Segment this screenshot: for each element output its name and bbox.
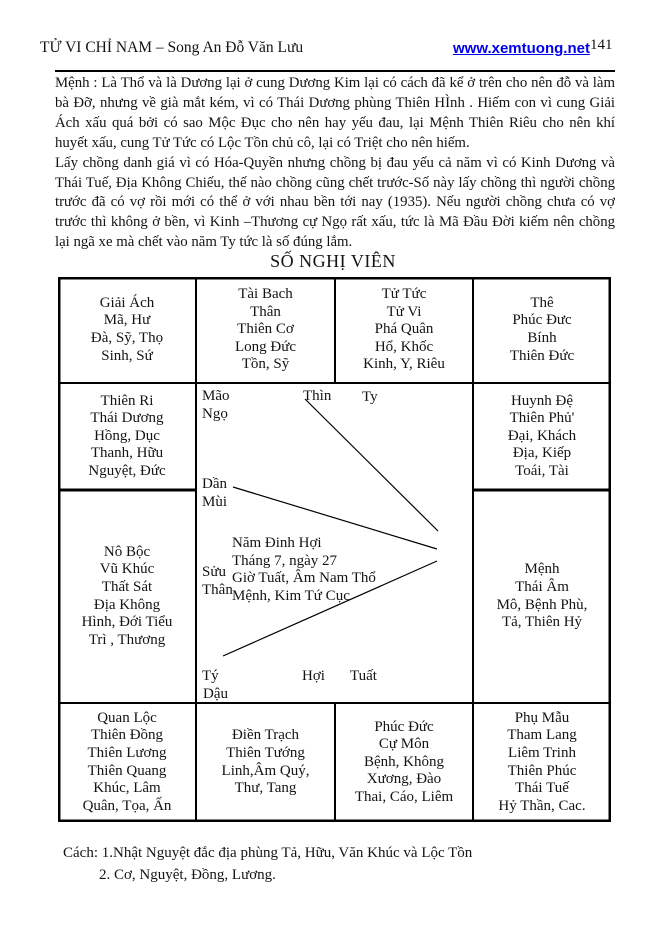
cell-line: Đà, Sỹ, Thọ	[90, 330, 164, 346]
cell-line: Hỷ Thần, Cac.	[498, 797, 586, 814]
cell-line: Khúc, Lâm	[93, 780, 161, 797]
chart-title: SỐ NGHỊ VIÊN	[270, 251, 396, 271]
cell-line: Tháng 7, ngày 27	[232, 552, 337, 569]
birth-info	[232, 535, 376, 605]
branch-label-thin: Thìn	[303, 388, 332, 404]
cell-line: Vũ Khúc	[99, 561, 155, 578]
cell-line: Thái Tuế	[515, 780, 569, 797]
palace-cell-quan-loc	[58, 703, 196, 822]
tuvi-chart	[58, 277, 611, 822]
branch-label-dau: Dậu	[203, 686, 228, 702]
branch-label-hoi: Hợi	[302, 668, 325, 684]
cell-line: Phúc Đưc	[512, 312, 572, 329]
cell-line: Hổ, Khốc	[374, 338, 434, 355]
cell-line: Năm Đinh Hợi	[232, 535, 322, 551]
cell-line: Đại, Khách	[507, 427, 577, 444]
cell-line: Thiên Lương	[87, 744, 167, 761]
branch-label-mao: Mão	[202, 388, 230, 404]
paragraph-menh: Mệnh : Là Thổ và là Dương lại ở cung Dương Kim lại có cách đã kể ở trên cho nên đỗ và làm bà Đỡ, nhưng về già mắt kém, vì có Thái Dương phùng Thiên HÌnh . Hiếm con vì cung Giải Ách xấu quá bởi có sao Mộc Đục cho nên hay yếu đau, lại Mệnh Thiên Riêu cho nên khí huyết xấu, cung Tử Tức có Lộc Tồn chủ cô, lại có Triệt cho nên hiếm.	[55, 75, 615, 151]
website-link[interactable]: www.xemtuong.net	[453, 40, 590, 57]
cell-line: Hồng, Dục	[94, 427, 160, 444]
cell-line: Giải Ách	[99, 294, 155, 311]
cell-line: Điền Trạch	[231, 727, 300, 744]
cell-line: Trì , Thương	[88, 631, 166, 648]
palace-cell-giai-ach	[58, 277, 196, 383]
branch-label-mui: Mùi	[202, 494, 228, 510]
branch-label-suu: Sửu	[202, 564, 226, 580]
cell-line: Tử Tức	[381, 286, 427, 303]
footer-cach-line2: 2. Cơ, Nguyệt, Đồng, Lương.	[99, 867, 276, 883]
cell-line: Xương, Đào	[366, 771, 442, 788]
cell-line: Mệnh, Kim Tứ Cục	[232, 587, 350, 604]
cell-line: Giờ Tuất, Âm Nam Thổ	[232, 570, 376, 586]
palace-cell-huynh-de	[473, 383, 611, 490]
palace-cell-tu-tuc	[335, 277, 473, 383]
cell-line: Liêm Trinh	[508, 744, 576, 761]
branch-label-ti: Tý	[202, 668, 219, 684]
body-text-block	[55, 74, 615, 253]
palace-cell-dien-trach	[196, 703, 335, 822]
palace-cell-the	[473, 277, 611, 383]
branch-label-ty: Ty	[362, 389, 378, 405]
cell-line: Toái, Tài	[515, 462, 569, 479]
header-rule	[55, 70, 615, 72]
cell-line: Thất Sát	[101, 578, 153, 595]
cell-line: Bệnh, Không	[364, 753, 444, 770]
cell-line: Thiên Phủ'	[509, 410, 575, 427]
cell-line: Thái Âm	[515, 578, 569, 595]
palace-cell-phuc-duc	[335, 703, 473, 822]
cell-line: Long Đức	[234, 338, 297, 355]
cell-line: Sinh, Sứ	[101, 347, 153, 364]
cell-line: Thê	[530, 294, 554, 311]
cell-line: Thư, Tang	[234, 780, 297, 797]
branch-label-ngo: Ngọ	[202, 406, 228, 422]
fan-line-top	[305, 399, 438, 531]
cell-line: Địa Không	[93, 596, 161, 613]
cell-line: Linh,Âm Quý,	[221, 762, 310, 779]
cell-line: Bính	[527, 330, 557, 346]
page-number: 141	[590, 37, 613, 53]
paragraph-lay-chong: Lấy chồng danh giá vì có Hóa-Quyền nhưng chồng bị đau yếu cả năm vì có Kinh Dương và Thái Tuế, Địa Không Chiếu, thế nào chồng cũng chết trước-Số này lấy chồng thì người chồng trước đã có vợ rồi mới có thể ở với nhau bền tới nay (1935). Nếu người chồng chưa có vợ trước thì không ở bền, vì Kinh –Thương cự Ngọ rất xấu, tức là Mã Đầu Đời kiếm nên chồng lại ngã xe mà chết vào năm Ty tức là số đúng lắm.	[55, 154, 615, 251]
cell-line: Thiên Ri	[100, 392, 154, 409]
cell-line: Mã, Hư	[103, 312, 151, 329]
cell-line: Thai, Cáo, Liêm	[354, 788, 454, 805]
footer-cach-line1: Cách: 1.Nhật Nguyệt đắc địa phùng Tả, Hữu, Văn Khúc và Lộc Tồn	[63, 845, 473, 861]
cell-line: Quan Lộc	[97, 709, 157, 726]
cell-line: Phụ Mẫu	[514, 709, 570, 726]
cell-line: Quân, Tọa, Ấn	[82, 797, 172, 814]
cell-line: Kinh, Y, Riêu	[363, 356, 445, 373]
cell-line: Phúc Đức	[374, 718, 434, 735]
palace-cell-tai-bach	[196, 277, 335, 383]
palace-cell-menh	[473, 490, 611, 703]
cell-line: Thiên Quang	[87, 762, 167, 779]
cell-line: Tham Lang	[507, 727, 577, 744]
cell-line: Thiên Đồng	[90, 727, 164, 744]
cell-line: Mệnh	[524, 561, 560, 578]
cell-line: Thiên Tướng	[226, 744, 305, 761]
cell-line: Thiên Cơ	[237, 321, 294, 338]
palace-cell-no-boc	[58, 490, 196, 703]
cell-line: Hình, Đới Tiểu	[81, 614, 173, 631]
cell-line: Tả, Thiên Hỷ	[501, 614, 583, 631]
palace-cell-phu-mau	[473, 703, 611, 822]
cell-line: Thiên Phúc	[507, 762, 577, 779]
palace-cell-thien-ri	[58, 383, 196, 490]
cell-line: Thanh, Hữu	[90, 445, 164, 462]
cell-line: Địa, Kiếp	[512, 445, 572, 462]
branch-label-than: Thân	[202, 582, 233, 598]
header-book-title: TỬ VI CHỈ NAM – Song An Đỗ Văn Lưu	[40, 39, 304, 56]
cell-line: Thái Dương	[90, 410, 164, 427]
cell-line: Nguyệt, Đức	[88, 462, 166, 479]
cell-line: Phá Quân	[374, 321, 434, 338]
cell-line: Nô Bộc	[103, 543, 151, 560]
cell-line: Huynh Đệ	[510, 392, 574, 409]
cell-line: Thiên Đức	[509, 347, 575, 364]
branch-label-tuat: Tuất	[350, 668, 377, 684]
cell-line: Tài Bach	[238, 286, 293, 303]
cell-line: Cự Môn	[378, 736, 430, 753]
cell-line: Tồn, Sỹ	[241, 356, 290, 373]
branch-label-dan: Dần	[202, 476, 227, 492]
cell-line: Thân	[250, 303, 281, 320]
cell-line: Tử Vi	[386, 303, 422, 320]
cell-line: Mô, Bệnh Phù,	[496, 596, 588, 613]
